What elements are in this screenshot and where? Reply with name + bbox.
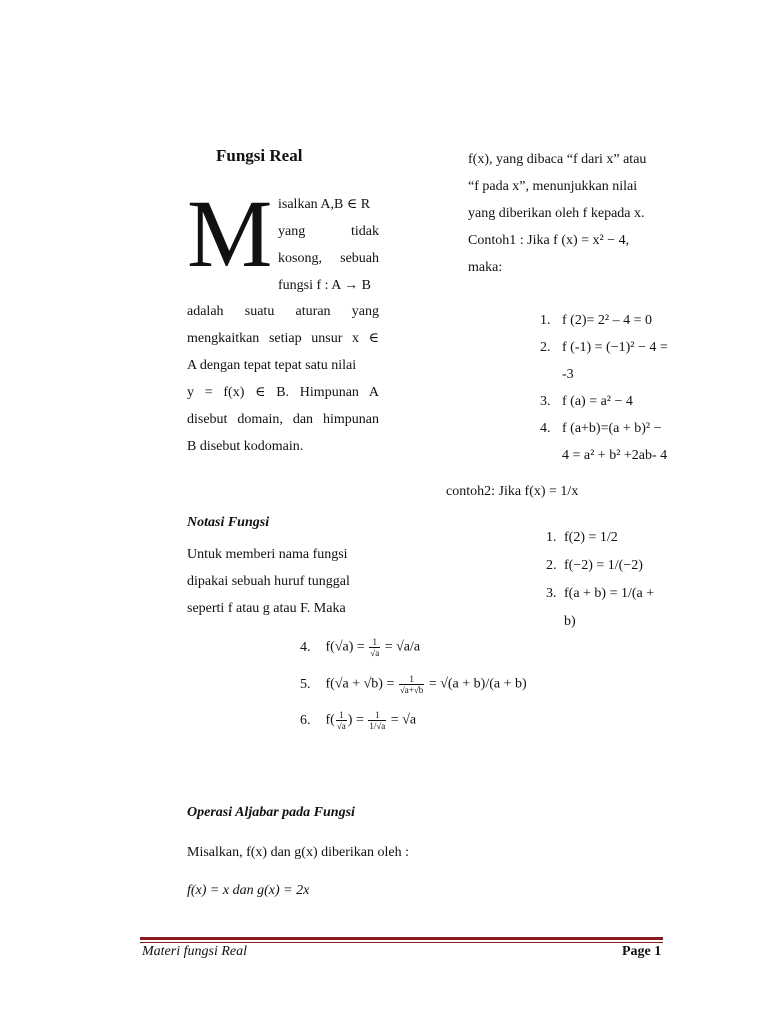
intro-line: yang tidak xyxy=(278,224,379,239)
contoh2-line: contoh2: Jika f(x) = 1/x xyxy=(446,484,579,499)
body-line: disebut domain, dan himpunan xyxy=(187,412,379,427)
body-line: A dengan tepat tepat satu nilai xyxy=(187,358,357,373)
notasi-line: seperti f atau g atau F. Maka xyxy=(187,601,346,616)
item-text: = xyxy=(355,712,364,728)
denominator: 1/√a xyxy=(369,721,386,731)
right-line: “f pada x”, menunjukkan nilai xyxy=(468,179,638,194)
list-item xyxy=(546,608,654,636)
footer-rule xyxy=(140,942,663,943)
fraction xyxy=(399,674,424,695)
operasi-heading: Operasi Aljabar pada Fungsi xyxy=(187,805,355,820)
item-number: 6. xyxy=(300,712,311,728)
footer-left: Materi fungsi Real xyxy=(142,944,247,959)
list-item xyxy=(300,674,527,695)
denominator: √a+√b xyxy=(399,685,424,695)
list-item xyxy=(540,442,668,469)
item-number: 4. xyxy=(540,421,551,436)
numerator: 1 xyxy=(336,710,347,721)
right-line: yang diberikan oleh f kepada x. xyxy=(468,206,645,221)
list-item xyxy=(546,580,654,608)
intro-line: kosong, sebuah xyxy=(278,251,379,266)
item-number: 3. xyxy=(546,586,557,601)
item-text: f (a) = a² − 4 xyxy=(562,394,633,409)
denominator: √a xyxy=(336,721,346,731)
list-item xyxy=(546,524,654,552)
item-number: 1. xyxy=(540,313,551,328)
list-item: 6. f( $\frac{1}{√a}$ ) = $\frac{1}{1/√a}$ = √a xyxy=(300,710,417,731)
item-text: b) xyxy=(564,614,576,629)
item-text: 4 = a² + b² +2ab- 4 xyxy=(562,448,668,463)
item-text: f (-1) = (−1)² − 4 = xyxy=(562,340,668,355)
contoh2-list xyxy=(546,524,654,636)
item-text: f(a + b) = 1/(a + xyxy=(564,586,655,601)
item-text: f(√a + √b) = xyxy=(325,676,395,692)
body-line: y = f(x) ∈ B. Himpunan A xyxy=(187,385,379,400)
right-line: maka: xyxy=(468,260,503,275)
fraction xyxy=(369,637,380,658)
item-text: f(√a) = xyxy=(325,639,365,655)
notasi-text xyxy=(187,541,350,622)
numerator: 1 xyxy=(368,710,386,721)
intro-text xyxy=(278,191,379,299)
item-text: = √a xyxy=(390,712,417,728)
list-item xyxy=(540,307,668,334)
notasi-line: Untuk memberi nama fungsi xyxy=(187,547,348,562)
item-text: f(−2) = 1/(−2) xyxy=(564,558,643,573)
page-title: Fungsi Real xyxy=(216,146,303,165)
footer-rule xyxy=(140,937,663,940)
contoh1-list xyxy=(540,307,668,469)
notasi-line: dipakai sebuah huruf tunggal xyxy=(187,574,350,589)
right-line: Contoh1 : Jika f (x) = x² − 4, xyxy=(468,233,630,248)
right-intro xyxy=(468,146,646,281)
drop-cap: M xyxy=(187,180,273,287)
body-line: B disebut kodomain. xyxy=(187,439,304,454)
numerator: 1 xyxy=(369,637,380,648)
item-number: 2. xyxy=(540,340,551,355)
list-item xyxy=(540,334,668,361)
fraction xyxy=(336,710,347,731)
page-number: Page 1 xyxy=(622,944,662,959)
item-number: 2. xyxy=(546,558,557,573)
item-number: 1. xyxy=(546,530,557,545)
notasi-heading: Notasi Fungsi xyxy=(187,515,270,530)
item-text: = √a/a xyxy=(384,639,421,655)
numerator: 1 xyxy=(399,674,424,685)
item-text: f (a+b)=(a + b)² − xyxy=(562,421,662,436)
body-line: adalah suatu aturan yang xyxy=(187,304,379,319)
body-line: mengkaitkan setiap unsur x ∈ xyxy=(187,331,379,346)
item-text: f (2)= 2² – 4 = 0 xyxy=(562,313,652,328)
item-text: f xyxy=(325,712,331,728)
list-item xyxy=(540,388,668,415)
item-text: = √(a + b)/(a + b) xyxy=(428,676,527,692)
item-number: 3. xyxy=(540,394,551,409)
body-text xyxy=(187,298,379,460)
intro-line: fungsi f : A → B xyxy=(278,278,371,293)
operasi-line: f(x) = x dan g(x) = 2x xyxy=(187,883,310,898)
intro-line: isalkan A,B ∈ R xyxy=(278,197,371,212)
item-text: -3 xyxy=(562,367,574,382)
operasi-line: Misalkan, f(x) dan g(x) diberikan oleh : xyxy=(187,845,409,860)
list-item xyxy=(546,552,654,580)
denominator: √a xyxy=(370,648,380,658)
list-item xyxy=(540,361,668,388)
list-item xyxy=(300,637,420,658)
item-text: f(2) = 1/2 xyxy=(564,530,618,545)
item-number: 4. xyxy=(300,639,311,655)
list-item xyxy=(540,415,668,442)
fraction xyxy=(368,710,386,731)
right-line: f(x), yang dibaca “f dari x” atau xyxy=(468,152,647,167)
item-number: 5. xyxy=(300,676,311,692)
